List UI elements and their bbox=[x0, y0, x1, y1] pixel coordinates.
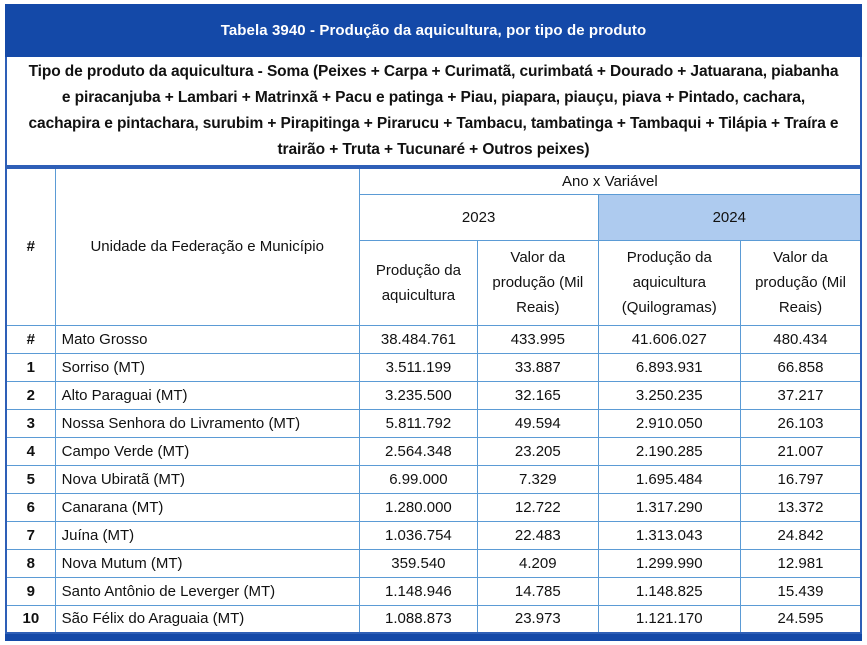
col-group-ano-x-variavel: Ano x Variável bbox=[359, 168, 861, 194]
row-municipality: Sorriso (MT) bbox=[55, 353, 359, 381]
row-value-valor-2024: 24.842 bbox=[741, 521, 862, 549]
bottom-blue-bar bbox=[5, 634, 862, 641]
row-value-producao-2024: 1.148.825 bbox=[598, 577, 740, 605]
row-municipality: Nova Mutum (MT) bbox=[55, 549, 359, 577]
row-municipality: Mato Grosso bbox=[55, 325, 359, 353]
row-value-valor-2023: 32.165 bbox=[478, 381, 598, 409]
row-municipality: São Félix do Araguaia (MT) bbox=[55, 605, 359, 633]
row-value-producao-2024: 41.606.027 bbox=[598, 325, 740, 353]
row-value-producao-2023: 1.280.000 bbox=[359, 493, 477, 521]
row-value-producao-2024: 1.313.043 bbox=[598, 521, 740, 549]
col-header-municipality: Unidade da Federação e Município bbox=[55, 168, 359, 325]
page-title: Tabela 3940 - Produção da aquicultura, por tipo de produto bbox=[220, 22, 647, 39]
row-municipality: Alto Paraguai (MT) bbox=[55, 381, 359, 409]
row-value-valor-2023: 22.483 bbox=[478, 521, 598, 549]
table-row bbox=[6, 381, 861, 409]
col-header-valor-2024: Valor da produção (Mil Reais) bbox=[741, 240, 862, 325]
row-rank: 6 bbox=[6, 493, 55, 521]
row-rank: 3 bbox=[6, 409, 55, 437]
row-rank: 9 bbox=[6, 577, 55, 605]
row-rank: 7 bbox=[6, 521, 55, 549]
row-municipality: Canarana (MT) bbox=[55, 493, 359, 521]
row-value-producao-2023: 6.99.000 bbox=[359, 465, 477, 493]
table-title-bar bbox=[5, 4, 862, 57]
row-value-producao-2023: 1.148.946 bbox=[359, 577, 477, 605]
row-value-producao-2023: 3.511.199 bbox=[359, 353, 477, 381]
row-value-producao-2024: 1.695.484 bbox=[598, 465, 740, 493]
col-header-producao-2023: Produção da aquicultura bbox=[359, 240, 477, 325]
row-value-valor-2024: 21.007 bbox=[741, 437, 862, 465]
table-row bbox=[6, 437, 861, 465]
row-rank: # bbox=[6, 325, 55, 353]
row-municipality: Juína (MT) bbox=[55, 521, 359, 549]
table-row bbox=[6, 325, 861, 353]
row-value-producao-2024: 1.299.990 bbox=[598, 549, 740, 577]
row-value-producao-2023: 359.540 bbox=[359, 549, 477, 577]
row-rank: 4 bbox=[6, 437, 55, 465]
row-value-valor-2024: 480.434 bbox=[741, 325, 862, 353]
row-value-valor-2024: 13.372 bbox=[741, 493, 862, 521]
row-value-valor-2024: 24.595 bbox=[741, 605, 862, 633]
row-value-producao-2023: 2.564.348 bbox=[359, 437, 477, 465]
row-value-producao-2023: 1.036.754 bbox=[359, 521, 477, 549]
row-value-valor-2023: 23.973 bbox=[478, 605, 598, 633]
col-header-producao-2024: Produção da aquicultura (Quilogramas) bbox=[598, 240, 740, 325]
table-row bbox=[6, 353, 861, 381]
row-rank: 2 bbox=[6, 381, 55, 409]
row-value-valor-2023: 33.887 bbox=[478, 353, 598, 381]
col-group-year-2024: 2024 bbox=[598, 194, 861, 240]
table-row bbox=[6, 521, 861, 549]
row-value-producao-2024: 2.910.050 bbox=[598, 409, 740, 437]
table-row bbox=[6, 493, 861, 521]
table-header bbox=[6, 168, 861, 325]
row-rank: 8 bbox=[6, 549, 55, 577]
table-row bbox=[6, 549, 861, 577]
row-value-valor-2023: 14.785 bbox=[478, 577, 598, 605]
row-municipality: Campo Verde (MT) bbox=[55, 437, 359, 465]
row-value-valor-2024: 12.981 bbox=[741, 549, 862, 577]
row-value-valor-2023: 23.205 bbox=[478, 437, 598, 465]
row-value-producao-2024: 3.250.235 bbox=[598, 381, 740, 409]
row-value-producao-2024: 1.317.290 bbox=[598, 493, 740, 521]
row-value-producao-2023: 1.088.873 bbox=[359, 605, 477, 633]
table-row bbox=[6, 577, 861, 605]
row-value-producao-2023: 3.235.500 bbox=[359, 381, 477, 409]
row-value-producao-2024: 6.893.931 bbox=[598, 353, 740, 381]
row-value-producao-2024: 2.190.285 bbox=[598, 437, 740, 465]
row-municipality: Nova Ubiratã (MT) bbox=[55, 465, 359, 493]
row-value-valor-2024: 37.217 bbox=[741, 381, 862, 409]
row-rank: 1 bbox=[6, 353, 55, 381]
row-value-producao-2024: 1.121.170 bbox=[598, 605, 740, 633]
col-group-year-2023: 2023 bbox=[359, 194, 598, 240]
row-value-valor-2023: 433.995 bbox=[478, 325, 598, 353]
table-body bbox=[6, 325, 861, 633]
row-value-valor-2024: 15.439 bbox=[741, 577, 862, 605]
row-value-valor-2024: 16.797 bbox=[741, 465, 862, 493]
row-municipality: Nossa Senhora do Livramento (MT) bbox=[55, 409, 359, 437]
col-header-valor-2023: Valor da produção (Mil Reais) bbox=[478, 240, 598, 325]
row-municipality: Santo Antônio de Leverger (MT) bbox=[55, 577, 359, 605]
row-value-valor-2023: 12.722 bbox=[478, 493, 598, 521]
table-subtitle: Tipo de produto da aquicultura - Soma (Peixes + Carpa + Curimatã, curimbatá + Dourado + Jatuarana, piabanha e piracanjuba + Lambari + Matrinxã + Pacu e patinga + Piau, piapara, piauçu, piava + Pintado, cachara, cachapira e pintachara, surubim + Pirapitinga + Pirarucu + Tambacu, tambatinga + Tambaqui + Tilápia + Traíra e trairão + Truta + Tucunaré + Outros peixes) bbox=[28, 63, 839, 158]
row-value-valor-2023: 7.329 bbox=[478, 465, 598, 493]
row-value-valor-2023: 49.594 bbox=[478, 409, 598, 437]
row-rank: 10 bbox=[6, 605, 55, 633]
row-rank: 5 bbox=[6, 465, 55, 493]
data-table bbox=[5, 167, 862, 634]
row-value-valor-2024: 26.103 bbox=[741, 409, 862, 437]
table-row bbox=[6, 409, 861, 437]
row-value-producao-2023: 5.811.792 bbox=[359, 409, 477, 437]
row-value-producao-2023: 38.484.761 bbox=[359, 325, 477, 353]
row-value-valor-2023: 4.209 bbox=[478, 549, 598, 577]
row-value-valor-2024: 66.858 bbox=[741, 353, 862, 381]
table-subtitle-box bbox=[5, 57, 862, 167]
table-row bbox=[6, 605, 861, 633]
col-header-rank: # bbox=[6, 168, 55, 325]
header-row-group bbox=[6, 168, 861, 194]
table-row bbox=[6, 465, 861, 493]
